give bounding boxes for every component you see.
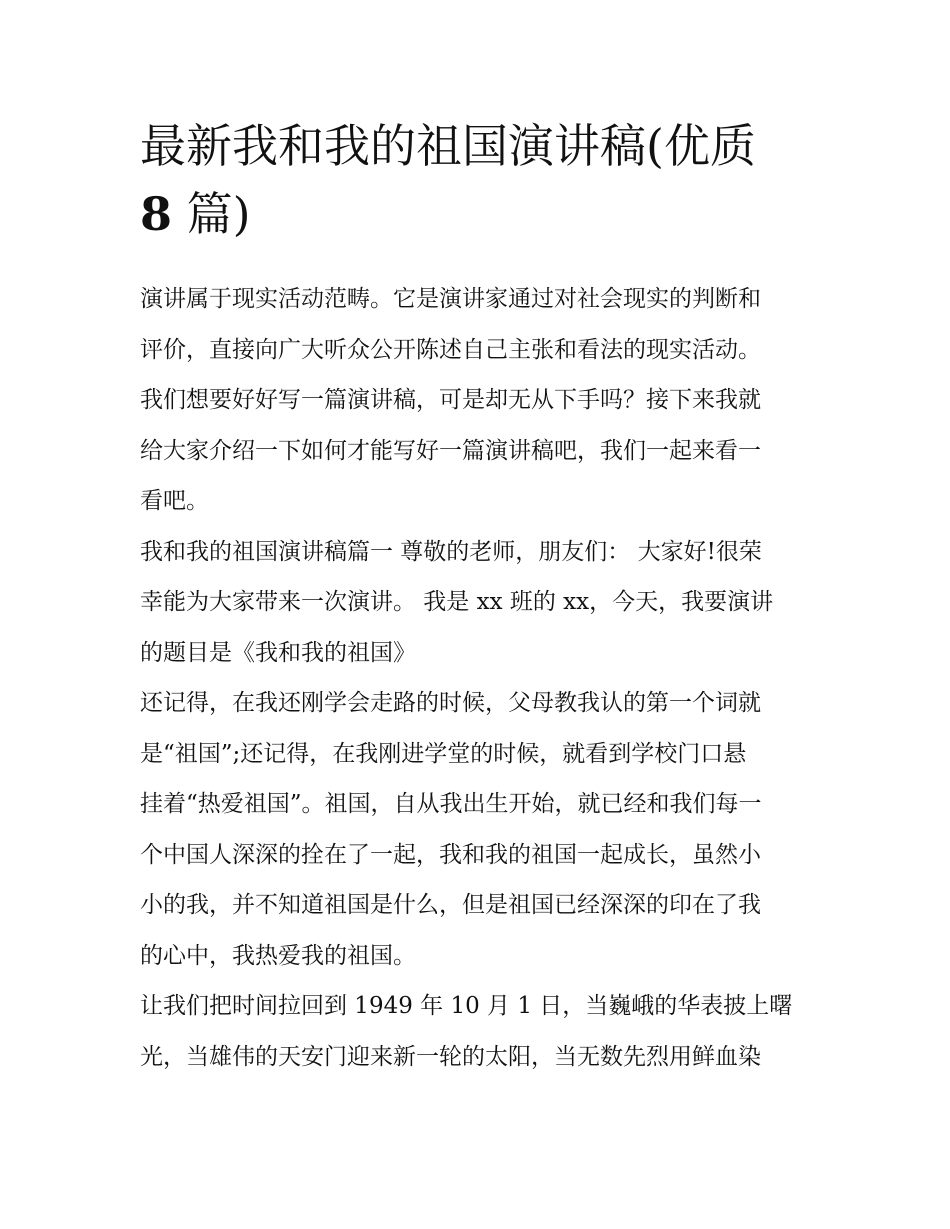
text-line: 光，当雄伟的天安门迎来新一轮的太阳，当无数先烈用鲜血染 — [140, 1043, 761, 1070]
text-line: 评价，直接向广大听众公开陈述自己主张和看法的现实活动。 — [140, 336, 761, 363]
text-line: 演讲属于现实活动范畴。它是演讲家通过对社会现实的判断和 — [140, 286, 761, 312]
paragraph-memories — [140, 678, 815, 981]
title-count: 8 — [140, 187, 173, 241]
text-line: 我和我的祖国演讲稿篇一 尊敬的老师，朋友们： 大家好!很荣 — [140, 538, 762, 565]
text-line: 的心中，我热爱我的祖国。 — [140, 942, 416, 969]
text-line: 给大家介绍一下如何才能写好一篇演讲稿吧，我们一起来看一 — [140, 437, 761, 464]
text-line: 是“祖国”;还记得，在我刚进学堂的时候，就看到学校门口悬 — [140, 740, 747, 767]
text-line: 还记得，在我还刚学会走路的时候，父母教我认的第一个词就 — [140, 690, 761, 716]
text-line: 挂着“热爱祖国”。祖国，自从我出生开始，就已经和我们每一 — [140, 791, 762, 817]
text-line: 幸能为大家带来一次演讲。 我是 xx 班的 xx，今天，我要演讲 — [140, 589, 774, 615]
text-line: 看吧。 — [140, 488, 209, 514]
paragraph-intro — [140, 274, 815, 527]
paragraph-speech-opening — [140, 527, 815, 679]
paragraph-history — [140, 981, 815, 1082]
text-line: 的题目是《我和我的祖国》 — [140, 639, 416, 666]
title-line-1: 最新我和我的祖国演讲稿(优质 — [140, 119, 756, 173]
text-line: 让我们把时间拉回到 1949 年 10 月 1 日，当巍峨的华表披上曙 — [140, 993, 793, 1019]
text-line: 个中国人深深的拴在了一起，我和我的祖国一起成长，虽然小 — [140, 841, 761, 868]
document-page — [140, 112, 815, 1082]
title-suffix: 篇) — [172, 187, 251, 241]
document-title — [140, 112, 815, 248]
document-body — [140, 274, 815, 1082]
title-line-2 — [140, 180, 815, 248]
text-line: 我们想要好好写一篇演讲稿，可是却无从下手吗？接下来我就 — [140, 387, 761, 413]
text-line: 小的我，并不知道祖国是什么，但是祖国已经深深的印在了我 — [140, 892, 761, 918]
